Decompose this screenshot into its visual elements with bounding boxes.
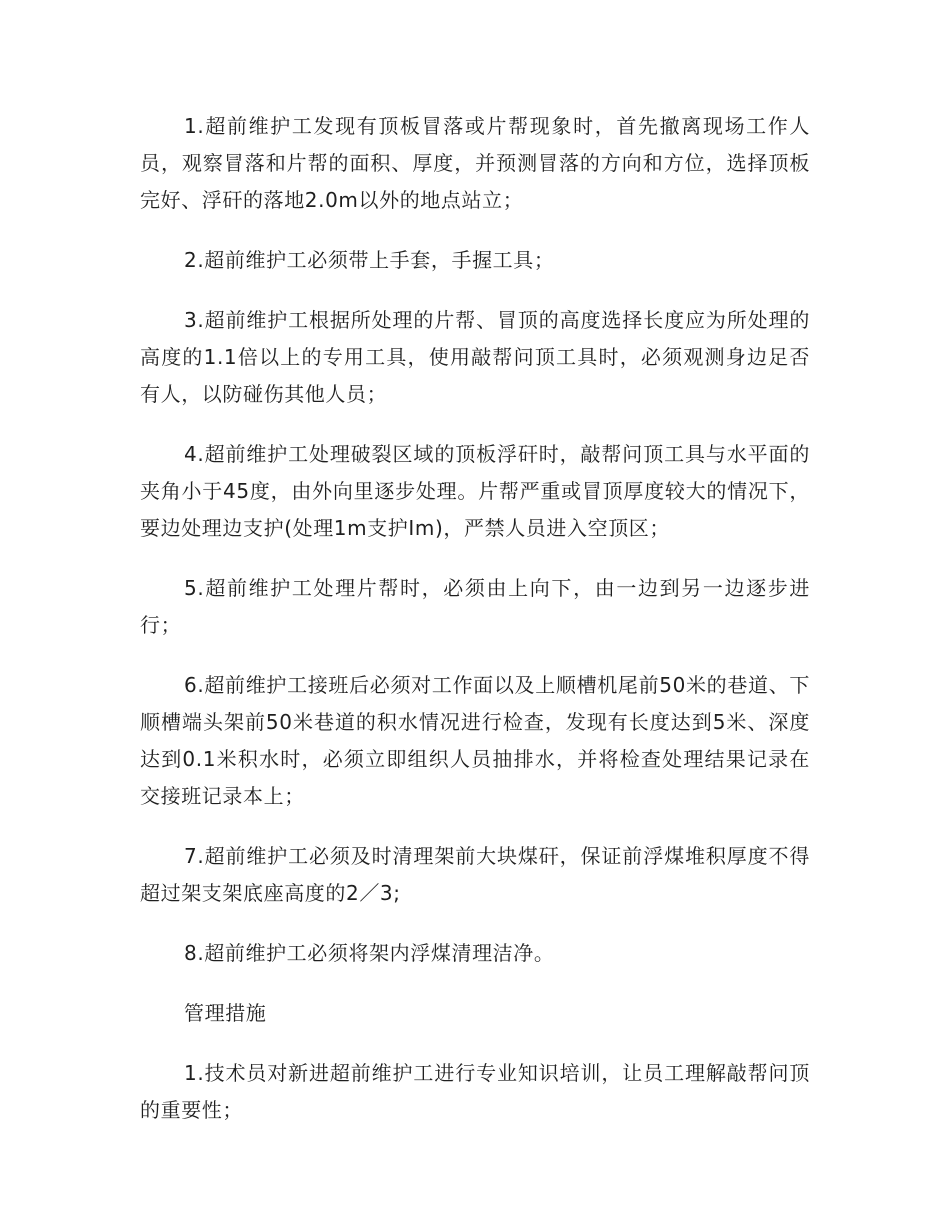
document-body (140, 108, 810, 1152)
paragraph-7: 7.超前维护工必须及时清理架前大块煤矸，保证前浮煤堆积厚度不得超过架支架底座高度的2／3; (140, 844, 810, 905)
paragraph-3: 3.超前维护工根据所处理的片帮、冒顶的高度选择长度应为所处理的高度的1.1倍以上的专用工具，使用敲帮问顶工具时，必须观测身边足否有人，以防碰伤其他人员； (140, 308, 810, 406)
paragraph-6: 6.超前维护工接班后必须对工作面以及上顺槽机尾前50米的巷道、下顺槽端头架前50米巷道的积水情况进行检查，发现有长度达到5米、深度达到0.1米积水时，必须立即组织人员抽排水，并将检查处理结果记录在交接班记录本上； (140, 673, 810, 808)
paragraph-5: 5.超前维护工处理片帮时，必须由上向下，由一边到另一边逐步进行； (140, 576, 810, 637)
section-paragraph-1: 1.技术员对新进超前维护工进行专业知识培训，让员工理解敲帮问顶的重要性； (140, 1061, 810, 1122)
section-heading: 管理措施 (184, 1001, 267, 1025)
paragraph-2: 2.超前维护工必须带上手套，手握工具； (184, 248, 555, 272)
paragraph-4: 4.超前维护工处理破裂区域的顶板浮矸时，敲帮问顶工具与水平面的夹角小于45度，由外向里逐步处理。片帮严重或冒顶厚度较大的情况下，要边处理边支护(处理1m支护Im)，严禁人员进入空顶区； (140, 442, 810, 540)
paragraph-8: 8.超前维护工必须将架内浮煤清理洁净。 (184, 941, 555, 965)
paragraph-1: 1.超前维护工发现有顶板冒落或片帮现象时，首先撤离现场工作人员，观察冒落和片帮的面积、厚度，并预测冒落的方向和方位，选择顶板完好、浮矸的落地2.0m以外的地点站立； (140, 114, 810, 212)
